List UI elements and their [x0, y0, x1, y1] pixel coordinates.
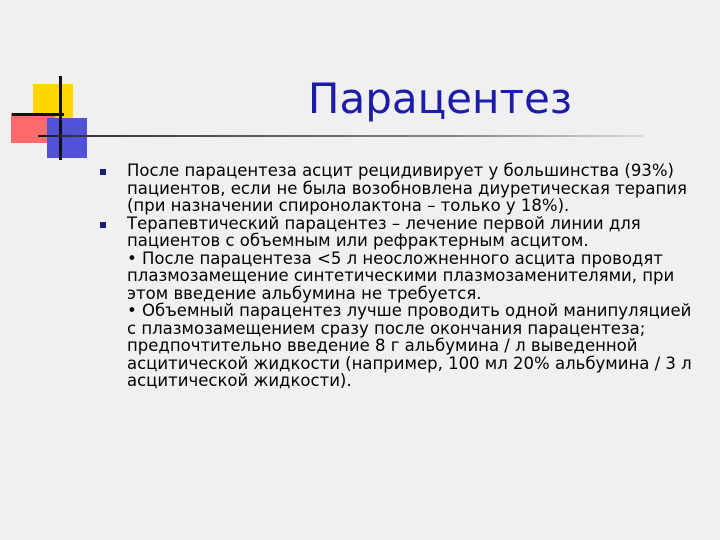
bullet-list	[100, 162, 700, 390]
square-bullet-icon	[100, 222, 106, 228]
square-bullet-icon	[100, 169, 106, 175]
sub-bullet-text: • Объемный парацентез лучше проводить одной манипуляцией с плазмозамещением сразу после окончания парацентеза; предпочтительно введение 8 г альбумина / л выведенной асцитической жидкости (например, 100 мл 20% альбумина / 3 л асцитической жидкости).	[127, 301, 692, 390]
bullet-item	[100, 215, 700, 390]
logo-horizontal-line	[12, 113, 64, 116]
sub-bullet-text: • После парацентеза <5 л неосложненного асцита проводят плазмозамещение синтетическими плазмозаменителями, при этом введение альбумина не требуется.	[127, 248, 675, 303]
slide-title: Парацентез	[307, 74, 573, 123]
bullet-text: Терапевтический парацентез – лечение первой линии для пациентов с объемным или рефрактерным асцитом.	[127, 213, 641, 250]
bullet-item	[100, 162, 700, 215]
bullet-text: После парацентеза асцит рецидивирует у большинства (93%) пациентов, если не была возобновлена диуретическая терапия (при назначении спиронолактона – только у 18%).	[127, 161, 687, 215]
logo-blue-square	[47, 118, 87, 158]
title-divider	[38, 135, 643, 137]
logo-vertical-line	[59, 76, 62, 160]
